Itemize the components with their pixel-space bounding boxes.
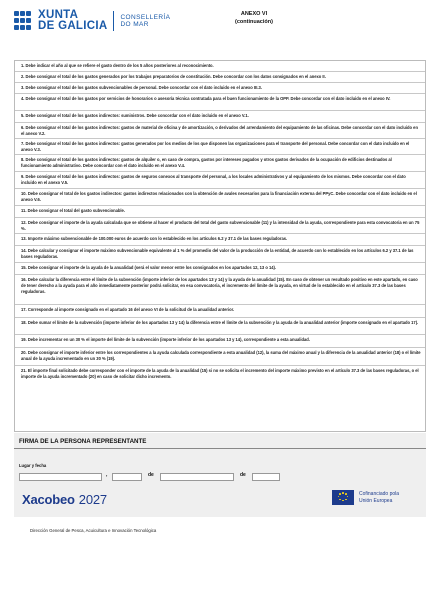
instruction-item: 11. Debe consignar el total del gasto subvencionable. <box>15 206 425 218</box>
instruction-item: 15. Debe consignar el importe de la ayuda de la anualidad (será el valor menor entre los consignados en los apartados 12, 13 o 14). <box>15 263 425 275</box>
signature-title: FIRMA DE LA PERSONA REPRESENTANTE <box>19 438 147 445</box>
de-separator-1: de <box>148 472 154 478</box>
document-header <box>14 8 426 50</box>
dept-line-2: DO MAR <box>120 21 149 28</box>
instructions-list <box>14 60 426 432</box>
instruction-item: 7. Debe consignar el total de los gastos indirectos: gastos generados por los medios de los que disponen las organizaciones para el transporte del personal. Debe concordar con el dato incluido en el anexo V.3. <box>15 139 425 155</box>
instruction-item: 18. Debe sumar el límite de la subvención (importe inferior de los apartados 13 y 14) la diferencia entre el límite de la subvención y la ayuda de la anualidad anterior (importe consignado en el apartado 17). <box>15 318 425 335</box>
instruction-item: 13. Importe máximo subvencionable de 100.000 euros de acuerdo con lo establecido en los artículos 6.2 y 37.1 de las bases reguladoras. <box>15 234 425 246</box>
logo-divider <box>113 11 114 31</box>
xacobeo-logo <box>22 492 107 507</box>
eu-flag-icon <box>332 490 354 505</box>
instruction-item: 10. Debe consignar el total de los gastos indirectos: gastos indirectos relacionados con la obtención de avales necesarios para la financiación externa del PPyC. Debe concordar con el dato incluido en el anexo V.6. <box>15 189 425 206</box>
xacobeo-year: 2027 <box>78 492 107 507</box>
annex-title: ANEXO VI <box>240 11 268 17</box>
instruction-item: 4. Debe consignar el total de los gastos por servicios de honorarios o asesoría técnica contratada para el buen funcionamiento de la OPP. Debe concordar con el dato incluido en el anexo IV. <box>15 94 425 111</box>
instruction-item: 6. Debe consignar el total de los gastos indirectos: gastos de material de oficina y de amortización, o derivados del arrendamiento del equipamiento de las oficinas. Debe concordar con el dato incluido en el anexo V.2. <box>15 123 425 139</box>
instruction-item: 9. Debe consignar el total de los gastos indirectos: gastos de seguros conexos al transporte del personal, a los locales administrativos y al equipamiento de los mismos. Debe concordar con el dato incluido en el anexo V.5. <box>15 172 425 189</box>
instruction-item: 17. Corresponde al importe consignado en el apartado 16 del anexo VI de la solicitud de la anualidad anterior. <box>15 305 425 318</box>
eu-cofinancing-logo <box>332 490 399 505</box>
xunta-emblem-icon <box>14 11 34 31</box>
instruction-item: 19. Debe incrementar en un 30 % el importe del límite de la subvención (importe inferior de los apartados 13 y 14), correspondiente a esta anualidad. <box>15 335 425 348</box>
instruction-item: 12. Debe consignar el importe de la ayuda calculada que se obtiene al hacer el producto del total del gasto subvencionable (11) y la intensidad de la ayuda, correspondiente para esta convocatoria en un 75 %. <box>15 218 425 234</box>
department-name <box>120 14 170 28</box>
month-field[interactable] <box>160 473 234 481</box>
footer-logos <box>14 486 426 518</box>
de-separator-2: de <box>240 472 246 478</box>
xunta-wordmark <box>38 10 107 32</box>
instruction-item: 1. Debe indicar el año al que se refiere el gasto dentro de los 5 años posteriores al reconocimiento. <box>15 61 425 72</box>
signature-divider <box>14 448 426 449</box>
instruction-item: 14. Debe calcular y consignar el importe máximo subvencionable equivalente al 1 % del promedio del valor de la producción de la entidad, de acuerdo con lo establecido en los artículos 6.2 y 37.1 de las bases reguladoras. <box>15 246 425 263</box>
eu-line-2: Unión Europea <box>359 497 393 504</box>
instruction-item: 5. Debe consignar el total de los gastos indirectos: suministros. Debe concordar con el dato incluido en el anexo V.1. <box>15 111 425 123</box>
place-field[interactable] <box>19 473 102 481</box>
logo-line-2: DE GALICIA <box>38 20 108 32</box>
year-field[interactable] <box>252 473 280 481</box>
issuing-directorate: Dirección General de Pesca, Acuicultura e Innovación Tecnológica <box>30 528 157 533</box>
xacobeo-name: Xacobeo <box>22 492 75 507</box>
logo-line-1: XUNTA <box>38 9 79 21</box>
day-field[interactable] <box>112 473 142 481</box>
instruction-item: 8. Debe consignar el total de los gastos indirectos: gastos de alquiler o, en caso de compra, gastos por intereses pagados y otros gastos derivados de la ocupación de edificios destinados al funcionamiento administrativo. Debe concordar con el dato incluido en el anexo V.4. <box>15 155 425 172</box>
annex-heading <box>214 10 294 26</box>
place-date-label: Lugar y fecha <box>19 463 47 468</box>
eu-line-1: Cofinanciado pola <box>359 491 400 497</box>
instruction-item: 21. El importe final solicitado debe corresponder con el importe de la ayuda de la anualidad (15) si no se solicita el incremento del importe máximo previsto en el artículo 37.3 de las bases reguladoras, o el importe de la ayuda incrementado (20) en caso de solicitar dicho incremento. <box>21 368 419 379</box>
annex-subtitle: (continuación) <box>235 19 273 25</box>
instruction-item: 20. Debe consignar el importe inferior entre los correspondientes a la ayuda calculada correspondiente a esta anualidad (12), la suma del máximo anual y la diferencia de la anualidad anterior (18) o el límite anual de la ayuda incrementado en un 30 % (19). <box>15 348 425 366</box>
instruction-item: 2. Debe consignar el total de los gastos generados por los trabajos preparatorios de constitución. Debe concordar con los datos consignados en el anexo II. <box>15 72 425 83</box>
xunta-logo <box>14 10 170 32</box>
instruction-item: 16. Debe calcular la diferencia entre el límite de la subvención (importe inferior de los apartados 13 y 14) y la ayuda de la anualidad (15). En caso de obtener un resultado positivo en este apartado, en caso de tener derecho a la ayuda para el año inmediatamente posterior podrá solicitar, en esa convocatoria, el incremento del límite de la ayuda, en virtud de lo establecido en el artículo 37.3 de las bases reguladoras. <box>15 275 425 305</box>
instruction-item: 3. Debe consignar el total de los gastos subvencionables de personal. Debe concordar con el dato incluido en el anexo III.3. <box>15 83 425 94</box>
dept-line-1: CONSELLERÍA <box>120 14 171 21</box>
comma-separator: , <box>106 472 108 478</box>
eu-text <box>359 491 399 504</box>
